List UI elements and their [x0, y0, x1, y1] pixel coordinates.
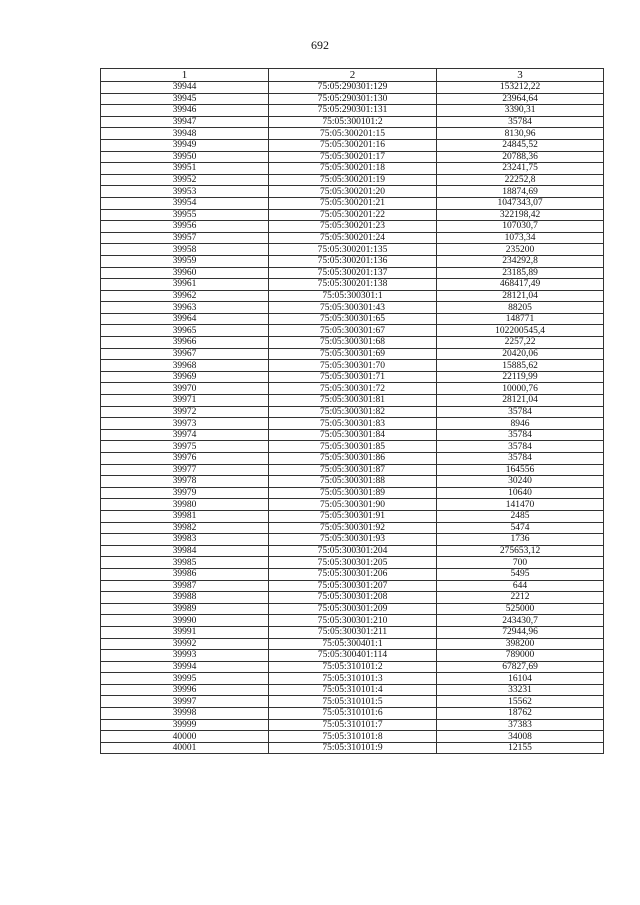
cadastral-number-cell: 75:05:300201:135 [269, 244, 437, 256]
cadastral-number-cell: 75:05:300301:69 [269, 348, 437, 360]
value-cell: 30240 [437, 476, 604, 488]
table-row [101, 638, 604, 650]
cadastral-number-cell: 75:05:310101:3 [269, 673, 437, 685]
table-row [101, 290, 604, 302]
table-row [101, 429, 604, 441]
value-cell: 141470 [437, 499, 604, 511]
value-cell: 34008 [437, 731, 604, 743]
row-number-cell: 39970 [101, 383, 269, 395]
table-row [101, 580, 604, 592]
table-row [101, 499, 604, 511]
table-row [101, 186, 604, 198]
table-row [101, 255, 604, 267]
value-cell: 72944,96 [437, 626, 604, 638]
table-row [101, 105, 604, 117]
value-cell: 33231 [437, 684, 604, 696]
table-row [101, 244, 604, 256]
table-row [101, 313, 604, 325]
cadastral-number-cell: 75:05:310101:5 [269, 696, 437, 708]
cadastral-number-cell: 75:05:310101:2 [269, 661, 437, 673]
row-number-cell: 39973 [101, 418, 269, 430]
table-row [101, 337, 604, 349]
table-row [101, 661, 604, 673]
table-row [101, 395, 604, 407]
cadastral-number-cell: 75:05:310101:4 [269, 684, 437, 696]
row-number-cell: 40001 [101, 742, 269, 754]
row-number-cell: 39959 [101, 255, 269, 267]
value-cell: 28121,04 [437, 290, 604, 302]
value-cell: 18874,69 [437, 186, 604, 198]
value-cell: 322198,42 [437, 209, 604, 221]
table-row [101, 684, 604, 696]
value-cell: 398200 [437, 638, 604, 650]
row-number-cell: 39982 [101, 522, 269, 534]
value-cell: 243430,7 [437, 615, 604, 627]
cadastral-number-cell: 75:05:310101:8 [269, 731, 437, 743]
value-cell: 18762 [437, 708, 604, 720]
cadastral-number-cell: 75:05:300201:16 [269, 139, 437, 151]
cadastral-number-cell: 75:05:300301:43 [269, 302, 437, 314]
row-number-cell: 39987 [101, 580, 269, 592]
table-row [101, 151, 604, 163]
cadastral-number-cell: 75:05:300301:209 [269, 603, 437, 615]
row-number-cell: 39950 [101, 151, 269, 163]
row-number-cell: 39949 [101, 139, 269, 151]
row-number-cell: 39965 [101, 325, 269, 337]
table-row [101, 116, 604, 128]
cadastral-number-cell: 75:05:300301:211 [269, 626, 437, 638]
row-number-cell: 39992 [101, 638, 269, 650]
value-cell: 24845,52 [437, 139, 604, 151]
value-cell: 1736 [437, 534, 604, 546]
cadastral-number-cell: 75:05:300201:24 [269, 232, 437, 244]
value-cell: 2485 [437, 510, 604, 522]
value-cell: 22119,99 [437, 371, 604, 383]
value-cell: 2212 [437, 592, 604, 604]
cadastral-number-cell: 75:05:300301:71 [269, 371, 437, 383]
row-number-cell: 39991 [101, 626, 269, 638]
cadastral-number-cell: 75:05:290301:131 [269, 105, 437, 117]
cadastral-number-cell: 75:05:290301:129 [269, 82, 437, 94]
cadastral-number-cell: 75:05:300301:207 [269, 580, 437, 592]
table-row [101, 742, 604, 754]
table-row [101, 487, 604, 499]
cadastral-number-cell: 75:05:300201:19 [269, 174, 437, 186]
table-row [101, 557, 604, 569]
value-cell: 5474 [437, 522, 604, 534]
row-number-cell: 39989 [101, 603, 269, 615]
table-row [101, 719, 604, 731]
cadastral-number-cell: 75:05:300401:114 [269, 650, 437, 662]
value-cell: 23241,75 [437, 163, 604, 175]
row-number-cell: 39984 [101, 545, 269, 557]
row-number-cell: 39968 [101, 360, 269, 372]
cadastral-number-cell: 75:05:300201:137 [269, 267, 437, 279]
value-cell: 1073,34 [437, 232, 604, 244]
cadastral-number-cell: 75:05:300301:72 [269, 383, 437, 395]
cadastral-number-cell: 75:05:300201:22 [269, 209, 437, 221]
table-row [101, 128, 604, 140]
row-number-cell: 39945 [101, 93, 269, 105]
table-row [101, 174, 604, 186]
value-cell: 235200 [437, 244, 604, 256]
row-number-cell: 39955 [101, 209, 269, 221]
table-row [101, 139, 604, 151]
table-row [101, 209, 604, 221]
table-row [101, 348, 604, 360]
row-number-cell: 39990 [101, 615, 269, 627]
row-number-cell: 39986 [101, 568, 269, 580]
value-cell: 1047343,07 [437, 197, 604, 209]
column-header-2: 2 [269, 69, 437, 82]
value-cell: 15885,62 [437, 360, 604, 372]
table-row [101, 267, 604, 279]
page-number: 692 [311, 38, 329, 52]
table-row [101, 731, 604, 743]
cadastral-number-cell: 75:05:300301:65 [269, 313, 437, 325]
row-number-cell: 39971 [101, 395, 269, 407]
cadastral-number-cell: 75:05:300301:82 [269, 406, 437, 418]
cadastral-number-cell: 75:05:300301:1 [269, 290, 437, 302]
cadastral-number-cell: 75:05:300301:87 [269, 464, 437, 476]
table-row [101, 522, 604, 534]
cadastral-number-cell: 75:05:300301:89 [269, 487, 437, 499]
value-cell: 3390,31 [437, 105, 604, 117]
value-cell: 35784 [437, 116, 604, 128]
table-row [101, 592, 604, 604]
table-row [101, 603, 604, 615]
cadastral-number-cell: 75:05:300301:92 [269, 522, 437, 534]
table-row [101, 476, 604, 488]
value-cell: 37383 [437, 719, 604, 731]
cadastral-number-cell: 75:05:300201:17 [269, 151, 437, 163]
table-row [101, 232, 604, 244]
value-cell: 20788,36 [437, 151, 604, 163]
cadastral-number-cell: 75:05:300301:206 [269, 568, 437, 580]
cadastral-number-cell: 75:05:300301:208 [269, 592, 437, 604]
row-number-cell: 39966 [101, 337, 269, 349]
cadastral-number-cell: 75:05:290301:130 [269, 93, 437, 105]
value-cell: 23185,89 [437, 267, 604, 279]
row-number-cell: 39953 [101, 186, 269, 198]
cadastral-number-cell: 75:05:300101:2 [269, 116, 437, 128]
cadastral-number-cell: 75:05:300301:88 [269, 476, 437, 488]
row-number-cell: 39995 [101, 673, 269, 685]
row-number-cell: 39969 [101, 371, 269, 383]
value-cell: 2257,22 [437, 337, 604, 349]
cadastral-number-cell: 75:05:300301:83 [269, 418, 437, 430]
table-row [101, 163, 604, 175]
cadastral-number-cell: 75:05:300301:85 [269, 441, 437, 453]
cadastral-number-cell: 75:05:300301:205 [269, 557, 437, 569]
table-row [101, 325, 604, 337]
value-cell: 22252,8 [437, 174, 604, 186]
table-row [101, 441, 604, 453]
row-number-cell: 39975 [101, 441, 269, 453]
cadastral-number-cell: 75:05:300301:68 [269, 337, 437, 349]
table-row [101, 650, 604, 662]
value-cell: 275653,12 [437, 545, 604, 557]
row-number-cell: 39981 [101, 510, 269, 522]
table-row [101, 464, 604, 476]
row-number-cell: 39948 [101, 128, 269, 140]
value-cell: 67827,69 [437, 661, 604, 673]
row-number-cell: 39958 [101, 244, 269, 256]
value-cell: 234292,8 [437, 255, 604, 267]
cadastral-number-cell: 75:05:300201:15 [269, 128, 437, 140]
table-row [101, 626, 604, 638]
table-row [101, 568, 604, 580]
row-number-cell: 39967 [101, 348, 269, 360]
table-row [101, 673, 604, 685]
table-row [101, 93, 604, 105]
table-row [101, 708, 604, 720]
row-number-cell: 39961 [101, 279, 269, 291]
cadastral-number-cell: 75:05:300201:23 [269, 221, 437, 233]
cadastral-number-cell: 75:05:300301:67 [269, 325, 437, 337]
row-number-cell: 39951 [101, 163, 269, 175]
table-row [101, 453, 604, 465]
value-cell: 35784 [437, 406, 604, 418]
value-cell: 20420,06 [437, 348, 604, 360]
cadastral-number-cell: 75:05:300301:210 [269, 615, 437, 627]
value-cell: 789000 [437, 650, 604, 662]
value-cell: 8130,96 [437, 128, 604, 140]
table-row [101, 302, 604, 314]
table-row [101, 82, 604, 94]
row-number-cell: 39954 [101, 197, 269, 209]
row-number-cell: 39960 [101, 267, 269, 279]
row-number-cell: 39947 [101, 116, 269, 128]
row-number-cell: 39952 [101, 174, 269, 186]
value-cell: 5495 [437, 568, 604, 580]
value-cell: 164556 [437, 464, 604, 476]
table-row [101, 221, 604, 233]
cadastral-number-cell: 75:05:300201:20 [269, 186, 437, 198]
row-number-cell: 39983 [101, 534, 269, 546]
table-row [101, 696, 604, 708]
cadastral-number-cell: 75:05:310101:7 [269, 719, 437, 731]
table-row [101, 615, 604, 627]
cadastral-number-cell: 75:05:300301:81 [269, 395, 437, 407]
cadastral-number-cell: 75:05:300301:91 [269, 510, 437, 522]
value-cell: 153212,22 [437, 82, 604, 94]
row-number-cell: 39996 [101, 684, 269, 696]
value-cell: 700 [437, 557, 604, 569]
table-header-row [101, 69, 604, 82]
value-cell: 28121,04 [437, 395, 604, 407]
table-row [101, 545, 604, 557]
row-number-cell: 39980 [101, 499, 269, 511]
table-row [101, 371, 604, 383]
table-body [101, 82, 604, 754]
cadastral-number-cell: 75:05:300201:18 [269, 163, 437, 175]
value-cell: 148771 [437, 313, 604, 325]
row-number-cell: 39946 [101, 105, 269, 117]
value-cell: 16104 [437, 673, 604, 685]
value-cell: 644 [437, 580, 604, 592]
cadastral-number-cell: 75:05:300301:93 [269, 534, 437, 546]
row-number-cell: 39999 [101, 719, 269, 731]
cadastral-number-cell: 75:05:310101:6 [269, 708, 437, 720]
value-cell: 12155 [437, 742, 604, 754]
value-cell: 525000 [437, 603, 604, 615]
cadastral-number-cell: 75:05:300201:21 [269, 197, 437, 209]
value-cell: 35784 [437, 453, 604, 465]
value-cell: 107030,7 [437, 221, 604, 233]
value-cell: 35784 [437, 429, 604, 441]
row-number-cell: 39978 [101, 476, 269, 488]
value-cell: 15562 [437, 696, 604, 708]
table-row [101, 418, 604, 430]
row-number-cell: 39944 [101, 82, 269, 94]
row-number-cell: 39988 [101, 592, 269, 604]
row-number-cell: 39979 [101, 487, 269, 499]
value-cell: 35784 [437, 441, 604, 453]
table-row [101, 279, 604, 291]
value-cell: 8946 [437, 418, 604, 430]
cadastral-number-cell: 75:05:300301:90 [269, 499, 437, 511]
table-row [101, 383, 604, 395]
cadastral-number-cell: 75:05:300301:84 [269, 429, 437, 441]
cadastral-number-cell: 75:05:300201:138 [269, 279, 437, 291]
cadastral-number-cell: 75:05:300301:204 [269, 545, 437, 557]
cadastral-number-cell: 75:05:300201:136 [269, 255, 437, 267]
column-header-1: 1 [101, 69, 269, 82]
row-number-cell: 39974 [101, 429, 269, 441]
row-number-cell: 39977 [101, 464, 269, 476]
row-number-cell: 39994 [101, 661, 269, 673]
row-number-cell: 39962 [101, 290, 269, 302]
row-number-cell: 39964 [101, 313, 269, 325]
cadastral-number-cell: 75:05:300301:70 [269, 360, 437, 372]
value-cell: 88205 [437, 302, 604, 314]
row-number-cell: 39972 [101, 406, 269, 418]
value-cell: 102200545,4 [437, 325, 604, 337]
table-row [101, 197, 604, 209]
table-row [101, 406, 604, 418]
value-cell: 23964,64 [437, 93, 604, 105]
row-number-cell: 40000 [101, 731, 269, 743]
row-number-cell: 39998 [101, 708, 269, 720]
row-number-cell: 39985 [101, 557, 269, 569]
row-number-cell: 39957 [101, 232, 269, 244]
row-number-cell: 39993 [101, 650, 269, 662]
table-row [101, 510, 604, 522]
value-cell: 10000,76 [437, 383, 604, 395]
row-number-cell: 39963 [101, 302, 269, 314]
value-cell: 10640 [437, 487, 604, 499]
row-number-cell: 39976 [101, 453, 269, 465]
cadastral-number-cell: 75:05:300401:1 [269, 638, 437, 650]
data-table [100, 68, 604, 754]
cadastral-number-cell: 75:05:310101:9 [269, 742, 437, 754]
column-header-3: 3 [437, 69, 604, 82]
cadastral-number-cell: 75:05:300301:86 [269, 453, 437, 465]
value-cell: 468417,49 [437, 279, 604, 291]
table-row [101, 534, 604, 546]
table-row [101, 360, 604, 372]
row-number-cell: 39956 [101, 221, 269, 233]
row-number-cell: 39997 [101, 696, 269, 708]
